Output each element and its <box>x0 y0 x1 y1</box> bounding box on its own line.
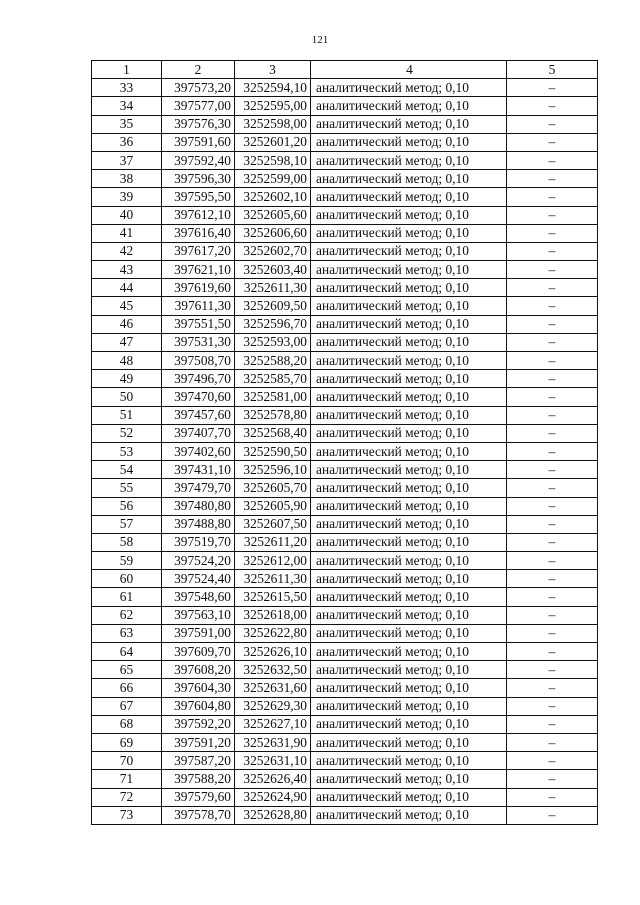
y-coordinate-cell: 3252588,20 <box>235 352 311 370</box>
note-cell: – <box>507 424 598 442</box>
method-cell: аналитический метод; 0,10 <box>311 643 507 661</box>
note-cell: – <box>507 79 598 97</box>
table-row <box>92 151 598 169</box>
note-cell: – <box>507 242 598 260</box>
row-number-cell: 67 <box>92 697 162 715</box>
x-coordinate-cell: 397604,30 <box>162 679 235 697</box>
x-coordinate-cell: 397479,70 <box>162 479 235 497</box>
row-number-cell: 35 <box>92 115 162 133</box>
method-cell: аналитический метод; 0,10 <box>311 279 507 297</box>
y-coordinate-cell: 3252615,50 <box>235 588 311 606</box>
method-cell: аналитический метод; 0,10 <box>311 315 507 333</box>
x-coordinate-cell: 397578,70 <box>162 806 235 824</box>
note-cell: – <box>507 352 598 370</box>
table-row <box>92 297 598 315</box>
note-cell: – <box>507 206 598 224</box>
y-coordinate-cell: 3252598,10 <box>235 151 311 169</box>
note-cell: – <box>507 97 598 115</box>
note-cell: – <box>507 624 598 642</box>
table-row <box>92 352 598 370</box>
table-row <box>92 624 598 642</box>
x-coordinate-cell: 397548,60 <box>162 588 235 606</box>
table-row <box>92 97 598 115</box>
row-number-cell: 64 <box>92 643 162 661</box>
method-cell: аналитический метод; 0,10 <box>311 533 507 551</box>
note-cell: – <box>507 715 598 733</box>
column-header: 4 <box>311 61 507 79</box>
method-cell: аналитический метод; 0,10 <box>311 479 507 497</box>
row-number-cell: 69 <box>92 733 162 751</box>
note-cell: – <box>507 461 598 479</box>
y-coordinate-cell: 3252622,80 <box>235 624 311 642</box>
row-number-cell: 65 <box>92 661 162 679</box>
x-coordinate-cell: 397431,10 <box>162 461 235 479</box>
note-cell: – <box>507 552 598 570</box>
x-coordinate-cell: 397591,00 <box>162 624 235 642</box>
table-row <box>92 115 598 133</box>
method-cell: аналитический метод; 0,10 <box>311 352 507 370</box>
table-row <box>92 715 598 733</box>
note-cell: – <box>507 788 598 806</box>
note-cell: – <box>507 133 598 151</box>
method-cell: аналитический метод; 0,10 <box>311 333 507 351</box>
y-coordinate-cell: 3252624,90 <box>235 788 311 806</box>
row-number-cell: 37 <box>92 151 162 169</box>
table-row <box>92 224 598 242</box>
table-row <box>92 315 598 333</box>
method-cell: аналитический метод; 0,10 <box>311 424 507 442</box>
table-row <box>92 806 598 824</box>
y-coordinate-cell: 3252595,00 <box>235 97 311 115</box>
method-cell: аналитический метод; 0,10 <box>311 497 507 515</box>
method-cell: аналитический метод; 0,10 <box>311 606 507 624</box>
table-row <box>92 242 598 260</box>
table-row <box>92 388 598 406</box>
table-row <box>92 333 598 351</box>
note-cell: – <box>507 479 598 497</box>
table-row <box>92 133 598 151</box>
method-cell: аналитический метод; 0,10 <box>311 552 507 570</box>
y-coordinate-cell: 3252605,60 <box>235 206 311 224</box>
method-cell: аналитический метод; 0,10 <box>311 461 507 479</box>
y-coordinate-cell: 3252632,50 <box>235 661 311 679</box>
table-row <box>92 442 598 460</box>
row-number-cell: 55 <box>92 479 162 497</box>
table-row <box>92 261 598 279</box>
y-coordinate-cell: 3252581,00 <box>235 388 311 406</box>
method-cell: аналитический метод; 0,10 <box>311 733 507 751</box>
row-number-cell: 44 <box>92 279 162 297</box>
table-row <box>92 461 598 479</box>
method-cell: аналитический метод; 0,10 <box>311 206 507 224</box>
x-coordinate-cell: 397608,20 <box>162 661 235 679</box>
y-coordinate-cell: 3252596,70 <box>235 315 311 333</box>
x-coordinate-cell: 397604,80 <box>162 697 235 715</box>
x-coordinate-cell: 397609,70 <box>162 643 235 661</box>
row-number-cell: 43 <box>92 261 162 279</box>
row-number-cell: 57 <box>92 515 162 533</box>
table-row <box>92 533 598 551</box>
row-number-cell: 42 <box>92 242 162 260</box>
x-coordinate-cell: 397519,70 <box>162 533 235 551</box>
x-coordinate-cell: 397592,40 <box>162 151 235 169</box>
x-coordinate-cell: 397402,60 <box>162 442 235 460</box>
x-coordinate-cell: 397616,40 <box>162 224 235 242</box>
y-coordinate-cell: 3252628,80 <box>235 806 311 824</box>
method-cell: аналитический метод; 0,10 <box>311 788 507 806</box>
method-cell: аналитический метод; 0,10 <box>311 770 507 788</box>
y-coordinate-cell: 3252605,70 <box>235 479 311 497</box>
row-number-cell: 47 <box>92 333 162 351</box>
table-row <box>92 79 598 97</box>
note-cell: – <box>507 442 598 460</box>
table-row <box>92 552 598 570</box>
row-number-cell: 34 <box>92 97 162 115</box>
y-coordinate-cell: 3252626,40 <box>235 770 311 788</box>
note-cell: – <box>507 406 598 424</box>
x-coordinate-cell: 397480,80 <box>162 497 235 515</box>
row-number-cell: 61 <box>92 588 162 606</box>
table-row <box>92 497 598 515</box>
note-cell: – <box>507 733 598 751</box>
x-coordinate-cell: 397619,60 <box>162 279 235 297</box>
method-cell: аналитический метод; 0,10 <box>311 442 507 460</box>
y-coordinate-cell: 3252593,00 <box>235 333 311 351</box>
method-cell: аналитический метод; 0,10 <box>311 188 507 206</box>
row-number-cell: 53 <box>92 442 162 460</box>
y-coordinate-cell: 3252596,10 <box>235 461 311 479</box>
row-number-cell: 38 <box>92 170 162 188</box>
note-cell: – <box>507 533 598 551</box>
method-cell: аналитический метод; 0,10 <box>311 133 507 151</box>
x-coordinate-cell: 397595,50 <box>162 188 235 206</box>
column-header: 2 <box>162 61 235 79</box>
x-coordinate-cell: 397551,50 <box>162 315 235 333</box>
note-cell: – <box>507 770 598 788</box>
x-coordinate-cell: 397524,20 <box>162 552 235 570</box>
row-number-cell: 54 <box>92 461 162 479</box>
row-number-cell: 73 <box>92 806 162 824</box>
table-row <box>92 733 598 751</box>
y-coordinate-cell: 3252590,50 <box>235 442 311 460</box>
table-row <box>92 188 598 206</box>
x-coordinate-cell: 397576,30 <box>162 115 235 133</box>
row-number-cell: 62 <box>92 606 162 624</box>
row-number-cell: 46 <box>92 315 162 333</box>
method-cell: аналитический метод; 0,10 <box>311 588 507 606</box>
row-number-cell: 66 <box>92 679 162 697</box>
method-cell: аналитический метод; 0,10 <box>311 515 507 533</box>
note-cell: – <box>507 497 598 515</box>
row-number-cell: 41 <box>92 224 162 242</box>
x-coordinate-cell: 397592,20 <box>162 715 235 733</box>
note-cell: – <box>507 697 598 715</box>
x-coordinate-cell: 397596,30 <box>162 170 235 188</box>
note-cell: – <box>507 279 598 297</box>
method-cell: аналитический метод; 0,10 <box>311 261 507 279</box>
y-coordinate-cell: 3252611,20 <box>235 533 311 551</box>
method-cell: аналитический метод; 0,10 <box>311 752 507 770</box>
table-row <box>92 661 598 679</box>
table-row <box>92 788 598 806</box>
note-cell: – <box>507 588 598 606</box>
y-coordinate-cell: 3252606,60 <box>235 224 311 242</box>
note-cell: – <box>507 370 598 388</box>
y-coordinate-cell: 3252599,00 <box>235 170 311 188</box>
y-coordinate-cell: 3252609,50 <box>235 297 311 315</box>
column-header: 3 <box>235 61 311 79</box>
x-coordinate-cell: 397531,30 <box>162 333 235 351</box>
note-cell: – <box>507 806 598 824</box>
y-coordinate-cell: 3252611,30 <box>235 279 311 297</box>
x-coordinate-cell: 397496,70 <box>162 370 235 388</box>
note-cell: – <box>507 170 598 188</box>
table-row <box>92 570 598 588</box>
row-number-cell: 58 <box>92 533 162 551</box>
x-coordinate-cell: 397621,10 <box>162 261 235 279</box>
x-coordinate-cell: 397579,60 <box>162 788 235 806</box>
table-body <box>92 79 598 825</box>
row-number-cell: 48 <box>92 352 162 370</box>
method-cell: аналитический метод; 0,10 <box>311 715 507 733</box>
row-number-cell: 71 <box>92 770 162 788</box>
page-number: 121 <box>311 34 329 46</box>
y-coordinate-cell: 3252598,00 <box>235 115 311 133</box>
row-number-cell: 50 <box>92 388 162 406</box>
method-cell: аналитический метод; 0,10 <box>311 661 507 679</box>
y-coordinate-cell: 3252605,90 <box>235 497 311 515</box>
row-number-cell: 68 <box>92 715 162 733</box>
table-row <box>92 588 598 606</box>
method-cell: аналитический метод; 0,10 <box>311 151 507 169</box>
note-cell: – <box>507 679 598 697</box>
method-cell: аналитический метод; 0,10 <box>311 115 507 133</box>
row-number-cell: 59 <box>92 552 162 570</box>
method-cell: аналитический метод; 0,10 <box>311 806 507 824</box>
y-coordinate-cell: 3252601,20 <box>235 133 311 151</box>
y-coordinate-cell: 3252631,10 <box>235 752 311 770</box>
x-coordinate-cell: 397588,20 <box>162 770 235 788</box>
table-row <box>92 770 598 788</box>
row-number-cell: 51 <box>92 406 162 424</box>
table-header-row <box>92 61 598 79</box>
table-row <box>92 697 598 715</box>
table-row <box>92 424 598 442</box>
note-cell: – <box>507 261 598 279</box>
x-coordinate-cell: 397524,40 <box>162 570 235 588</box>
table-row <box>92 170 598 188</box>
x-coordinate-cell: 397407,70 <box>162 424 235 442</box>
row-number-cell: 60 <box>92 570 162 588</box>
method-cell: аналитический метод; 0,10 <box>311 697 507 715</box>
y-coordinate-cell: 3252612,00 <box>235 552 311 570</box>
method-cell: аналитический метод; 0,10 <box>311 570 507 588</box>
method-cell: аналитический метод; 0,10 <box>311 224 507 242</box>
x-coordinate-cell: 397577,00 <box>162 97 235 115</box>
x-coordinate-cell: 397563,10 <box>162 606 235 624</box>
note-cell: – <box>507 188 598 206</box>
table-row <box>92 406 598 424</box>
method-cell: аналитический метод; 0,10 <box>311 370 507 388</box>
x-coordinate-cell: 397470,60 <box>162 388 235 406</box>
y-coordinate-cell: 3252594,10 <box>235 79 311 97</box>
note-cell: – <box>507 661 598 679</box>
table-row <box>92 643 598 661</box>
y-coordinate-cell: 3252568,40 <box>235 424 311 442</box>
y-coordinate-cell: 3252631,90 <box>235 733 311 751</box>
y-coordinate-cell: 3252578,80 <box>235 406 311 424</box>
x-coordinate-cell: 397488,80 <box>162 515 235 533</box>
table-row <box>92 752 598 770</box>
coordinates-table <box>91 60 598 825</box>
method-cell: аналитический метод; 0,10 <box>311 406 507 424</box>
x-coordinate-cell: 397591,20 <box>162 733 235 751</box>
y-coordinate-cell: 3252603,40 <box>235 261 311 279</box>
method-cell: аналитический метод; 0,10 <box>311 97 507 115</box>
y-coordinate-cell: 3252602,70 <box>235 242 311 260</box>
x-coordinate-cell: 397508,70 <box>162 352 235 370</box>
table-row <box>92 279 598 297</box>
method-cell: аналитический метод; 0,10 <box>311 79 507 97</box>
note-cell: – <box>507 570 598 588</box>
y-coordinate-cell: 3252611,30 <box>235 570 311 588</box>
table-row <box>92 206 598 224</box>
note-cell: – <box>507 315 598 333</box>
row-number-cell: 40 <box>92 206 162 224</box>
row-number-cell: 39 <box>92 188 162 206</box>
table-row <box>92 370 598 388</box>
row-number-cell: 45 <box>92 297 162 315</box>
x-coordinate-cell: 397591,60 <box>162 133 235 151</box>
y-coordinate-cell: 3252631,60 <box>235 679 311 697</box>
note-cell: – <box>507 115 598 133</box>
y-coordinate-cell: 3252585,70 <box>235 370 311 388</box>
x-coordinate-cell: 397587,20 <box>162 752 235 770</box>
row-number-cell: 36 <box>92 133 162 151</box>
note-cell: – <box>507 388 598 406</box>
x-coordinate-cell: 397457,60 <box>162 406 235 424</box>
note-cell: – <box>507 224 598 242</box>
x-coordinate-cell: 397612,10 <box>162 206 235 224</box>
y-coordinate-cell: 3252607,50 <box>235 515 311 533</box>
row-number-cell: 63 <box>92 624 162 642</box>
y-coordinate-cell: 3252602,10 <box>235 188 311 206</box>
column-header: 1 <box>92 61 162 79</box>
x-coordinate-cell: 397573,20 <box>162 79 235 97</box>
method-cell: аналитический метод; 0,10 <box>311 297 507 315</box>
row-number-cell: 56 <box>92 497 162 515</box>
method-cell: аналитический метод; 0,10 <box>311 624 507 642</box>
table-row <box>92 679 598 697</box>
note-cell: – <box>507 643 598 661</box>
x-coordinate-cell: 397611,30 <box>162 297 235 315</box>
y-coordinate-cell: 3252626,10 <box>235 643 311 661</box>
y-coordinate-cell: 3252629,30 <box>235 697 311 715</box>
note-cell: – <box>507 606 598 624</box>
row-number-cell: 72 <box>92 788 162 806</box>
method-cell: аналитический метод; 0,10 <box>311 679 507 697</box>
method-cell: аналитический метод; 0,10 <box>311 242 507 260</box>
table-row <box>92 479 598 497</box>
y-coordinate-cell: 3252618,00 <box>235 606 311 624</box>
column-header: 5 <box>507 61 598 79</box>
note-cell: – <box>507 333 598 351</box>
row-number-cell: 33 <box>92 79 162 97</box>
table-row <box>92 606 598 624</box>
note-cell: – <box>507 752 598 770</box>
table-row <box>92 515 598 533</box>
method-cell: аналитический метод; 0,10 <box>311 388 507 406</box>
row-number-cell: 52 <box>92 424 162 442</box>
note-cell: – <box>507 151 598 169</box>
y-coordinate-cell: 3252627,10 <box>235 715 311 733</box>
method-cell: аналитический метод; 0,10 <box>311 170 507 188</box>
row-number-cell: 49 <box>92 370 162 388</box>
note-cell: – <box>507 297 598 315</box>
note-cell: – <box>507 515 598 533</box>
x-coordinate-cell: 397617,20 <box>162 242 235 260</box>
row-number-cell: 70 <box>92 752 162 770</box>
